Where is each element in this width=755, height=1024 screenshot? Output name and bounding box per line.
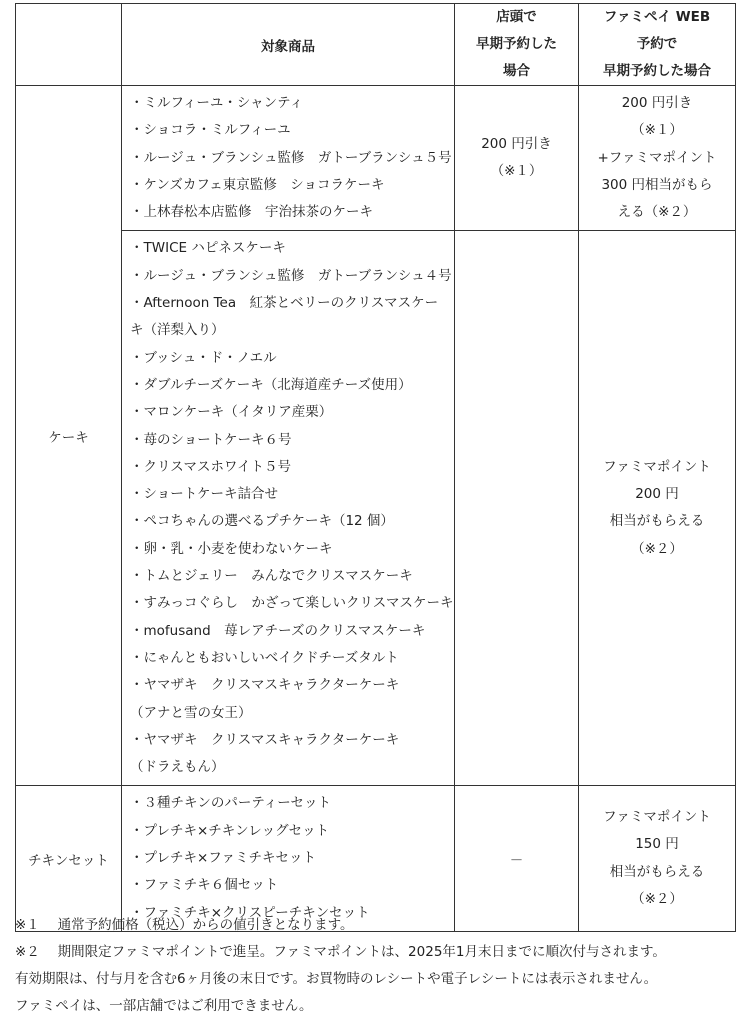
header-target-products: 対象商品 [122,4,455,86]
header-store-early [455,4,579,86]
header-category [16,4,122,86]
list-item: ・ルージュ・ブランシュ監修 ガトーブランシュ５号 [130,149,452,166]
header-row [16,4,736,86]
header-store-line-3: 場合 [503,63,530,79]
benefit-line: 200 円引き [621,95,693,111]
list-item: ・ファミチキ×クリスピーチキンセット [130,904,370,921]
list-item: ・ペコちゃんの選べるプチケーキ（12 個） [130,513,394,530]
footnote-1: ※１ 通常予約価格（税込）からの値引きとなります。 [15,917,354,933]
list-item: ・トムとジェリー みんなでクリスマスケーキ [130,568,413,585]
list-item: （アナと雪の女王） [130,704,252,721]
list-item: ・ブッシュ・ド・ノエル [130,349,277,366]
list-item: ・ショコラ・ミルフィーユ [130,122,291,139]
premium-store-benefit [455,86,579,231]
list-item: キ（洋梨入り） [130,322,225,339]
category-chicken-cell: チキンセット [16,786,122,931]
benefit-line: 200 円 [635,486,679,503]
list-item: ・卵・乳・小麦を使わないケーキ [130,540,333,557]
premium-web-benefit [579,86,736,231]
benefit-line: ファミマポイント [603,809,711,826]
list-item: ・Afternoon Tea 紅茶とベリーのクリスマスケー [130,295,439,312]
table-row-premium-cakes [16,86,736,231]
benefit-line: （※２） [631,890,683,907]
list-item: ・クリスマスホワイト５号 [130,458,292,475]
table-row-chicken-sets [16,786,736,931]
list-item: （ドラえもん） [130,759,225,776]
benefit-line: （※１） [490,163,543,180]
list-item: ・マロンケーキ（イタリア産栗） [130,404,333,421]
other-cake-items [122,231,455,786]
chicken-set-items [122,786,455,931]
footnotes [15,912,750,1020]
list-item: ・mofusand 苺レアチーズのクリスマスケーキ [130,622,426,639]
list-item: ・TWICE ハピネスケーキ [130,240,286,257]
benefit-line: 相当がもらえる [609,513,705,530]
premium-cake-items [122,86,455,231]
footnote-3: 有効期限は、付与月を含む6ヶ月後の末日です。お買物時のレシートや電子レシートには表示されません。 [15,971,658,987]
list-item: ・ミルフィーユ・シャンティ [130,95,304,111]
footnote-4: ファミペイは、一部店舗ではご利用できません。 [15,998,313,1014]
list-item: ・プレチキ×チキンレッグセット [130,822,330,839]
benefit-line: （※１） [631,122,683,139]
list-item: ・ファミチキ６個セット [130,877,279,894]
list-item: ・苺のショートケーキ６号 [130,431,292,448]
category-cake-cell: ケーキ [16,86,122,786]
benefit-line: 300 円相当がもら [601,176,713,193]
benefit-line: える（※２） [617,204,697,221]
header-web-line-3: 早期予約した場合 [603,63,711,79]
header-store-line-1: 店頭で [496,9,537,25]
benefit-line: ファミマポイント [603,458,711,475]
chicken-web-benefit [579,786,736,931]
other-cake-web-benefit [579,231,736,786]
list-item: ・ケンズカフェ東京監修 ショコラケーキ [130,176,385,193]
benefit-line: +ファミマポイント [597,149,717,166]
list-item: ・ショートケーキ詰合せ [130,486,278,503]
header-store-line-2: 早期予約した [476,36,557,52]
list-item: ・にゃんともおいしいベイクドチーズタルト [130,649,399,666]
list-item: ・ダブルチーズケーキ（北海道産チーズ使用） [130,376,412,393]
chicken-store-benefit: － [455,786,579,931]
header-web-early [579,4,736,86]
benefit-line: 200 円引き [481,135,552,152]
list-item: ・ヤマザキ クリスマスキャラクターケーキ [130,731,400,748]
promotion-table [15,3,736,932]
benefit-line: 150 円 [635,836,679,853]
list-item: ・上林春松本店監修 宇治抹茶のケーキ [130,204,373,221]
benefit-line: （※２） [631,540,683,557]
list-item: ・プレチキ×ファミチキセット [130,850,317,867]
benefit-line: 相当がもらえる [609,863,705,880]
list-item: ・すみっコぐらし かざって楽しいクリスマスケーキ [130,595,454,612]
header-web-line-2: 予約で [636,36,678,52]
header-web-line-1: ファミペイ WEB [603,9,711,25]
list-item: ・３種チキンのパーティーセット [130,795,332,812]
list-item: ・ルージュ・ブランシュ監修 ガトーブランシュ４号 [130,267,452,284]
footnote-2: ※２ 期間限定ファミマポイントで進呈。ファミマポイントは、2025年1月末日までに順次付与されます。 [15,944,666,960]
table-row-other-cakes [16,231,736,786]
other-cake-store-benefit [455,231,579,786]
list-item: ・ヤマザキ クリスマスキャラクターケーキ [130,677,400,694]
